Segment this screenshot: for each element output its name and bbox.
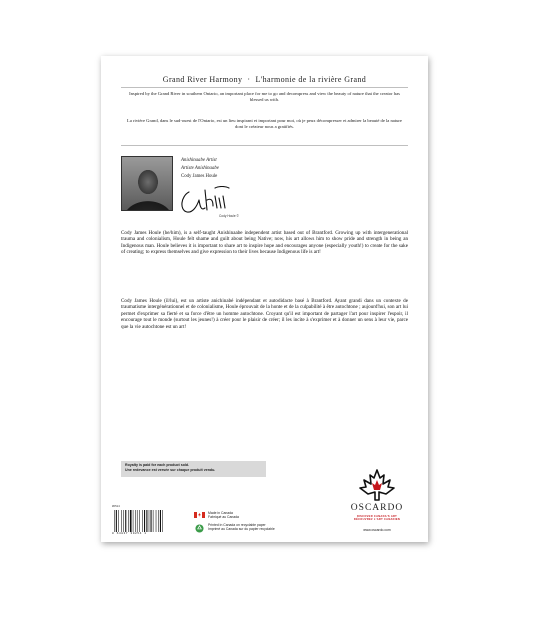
brand-tagline-french: DÉCOUVREZ L'ART CANADIEN [353,518,401,521]
website-link[interactable]: www.oscardo.com [363,528,391,532]
intro-divider [121,145,408,146]
artist-photo [121,156,173,211]
oscardo-maple-leaf-logo [346,468,408,504]
title-french: L'harmonie de la rivière Grand [255,75,367,84]
brand-tagline-english: DISCOVER CANADA'S ART [356,515,398,518]
artist-role-french: Artiste Anishinaabe [181,166,219,171]
card-title [111,75,418,84]
sku-number: #0514 [112,504,120,508]
title-english: Grand River Harmony [162,75,243,84]
bio-english: Cody James Houle (he/him), is a self-taught Anishinaabe independent artist based out of Brantford. Growing up with intergenerational trauma and colonialism, Houle felt shame and guilt about being Native; now, his art allows him to show pride and strength in being an Indigenous man. Houle believes it is important to share art to inspire hope and encourages anyone (especially youth!) to create for the sake of creating; to express themselves and give expression to their lives because Indigenous life is art! [121,230,408,256]
made-in-canada-french: Fabriqué au Canada [208,515,239,519]
barcode-digits: 0 64837 39254 1 [112,532,147,535]
signature-caption: Cody Houle © [219,214,239,218]
bio-french: Cody James Houle (il/lui), est un artiste anichinabé indépendant et autodidacte basé à Brantford. Ayant grandi dans un contexte de traumatisme intergénérationnel et de colonialisme, Houle éprouvait de la honte et de la culpabilité à être autochtone ; aujourd'hui, son art lui permet d'exprimer sa fierté et sa force d'être un homme autochtone. Croyant qu'il est important de partager l'art pour inspirer l'espoir, il encourage tout le monde (surtout les jeunes!) à créer pour le plaisir de créer; il les incite à s'exprimer et à donner un sens à leur vie, parce que la vie autochtone est un art! [121,298,408,330]
barcode [112,510,182,532]
printed-english: Printed in Canada on recyclable paper [208,523,266,527]
recycle-icon [195,524,204,533]
greeting-card-back [101,56,428,542]
brand-name: OSCARDO [350,503,404,513]
brand-tagline [337,515,417,521]
intro-english: Inspired by the Grand River in southern Ontario, an important place for me to go and decompress and view the beauty of nature that the creator has blessed us with. [129,91,400,103]
printed-french: Imprimé au Canada sur du papier recyclable [208,527,275,531]
royalty-french: Une redevance est versée sur chaque produit vendu. [125,468,216,473]
artist-signature [179,186,249,218]
royalty-notice [121,461,266,477]
artist-role-english: Anishinaabe Artist [181,158,217,163]
canada-flag-icon [194,512,205,518]
artist-name: Cody James Houle [181,174,218,179]
title-separator: · [247,75,251,84]
made-in-canada-english: Made in Canada [208,511,233,515]
intro-french: La rivière Grand, dans le sud-ouest de l'Ontario, est un lieu inspirant et important pour moi, où je peux décompresser et admirer la beauté de la nature dont le créateur nous a gratifiés. [127,118,402,130]
title-divider [121,87,408,88]
royalty-english: Royalty is paid for each product sold. [125,463,190,467]
